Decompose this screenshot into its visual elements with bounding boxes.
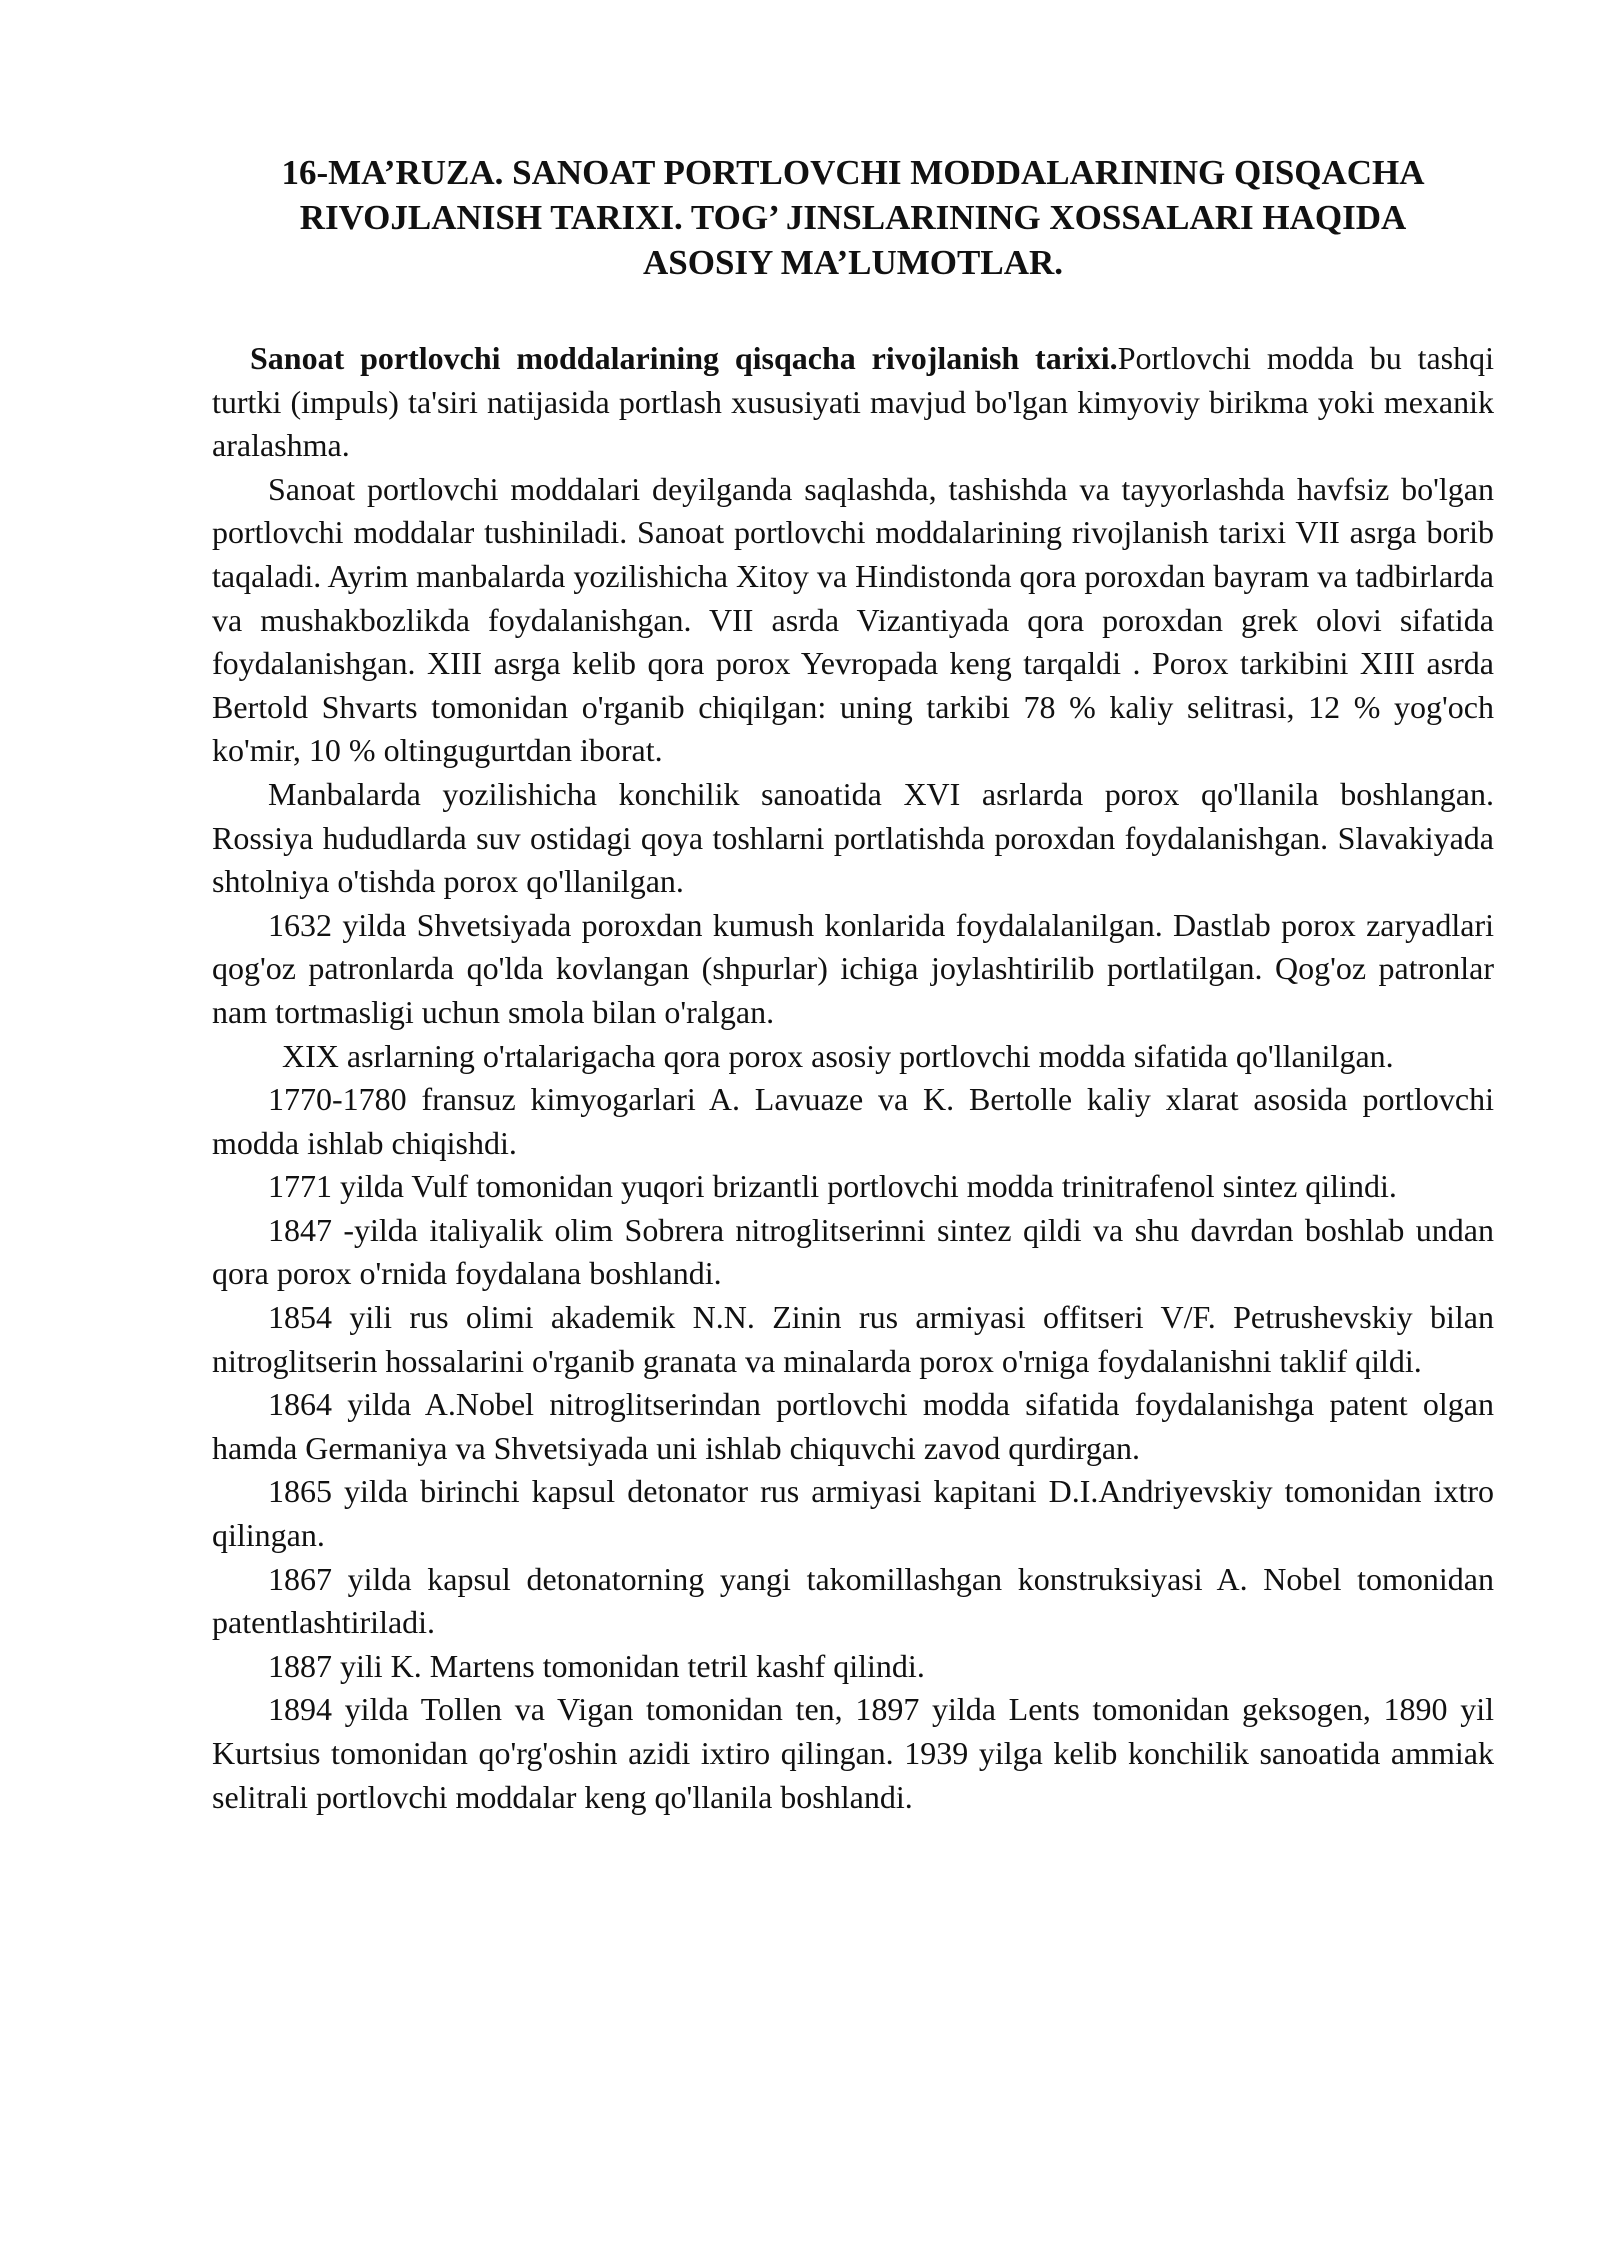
body-paragraph: Sanoat portlovchi moddalari deyilganda saqlashda, tashishda va tayyorlashda havfsiz bo'lgan portlovchi moddalar tushiniladi. Sanoat portlovchi moddalarining rivojlanish tarixi VII asrga borib taqaladi. Ayrim manbalarda yozilishicha Xitoy va Hindistonda qora poroxdan bayram va tadbirlarda va mushakbozlikda foydalanishgan. VII asrda Vizantiyada qora poroxdan grek olovi sifatida foydalanishgan. XIII asrga kelib qora porox Yevropada keng tarqaldi . Porox tarkibini XIII asrda Bertold Shvarts tomonidan o'rganib chiqilgan: uning tarkibi 78 % kaliy selitrasi, 12 % yog'och ko'mir, 10 % oltingugurtdan iborat. [212,470,1494,769]
body-paragraph: 1867 yilda kapsul detonatorning yangi takomillashgan konstruksiyasi A. Nobel tomonidan patentlashtiriladi. [212,1560,1494,1641]
document-page [212,150,1494,1819]
body-paragraph: Manbalarda yozilishicha konchilik sanoatida XVI asrlarda porox qo'llanila boshlangan. Rossiya hududlarda suv ostidagi qoya toshlarni portlatishda poroxdan foydalanishgan. Slavakiyada shtolniya o'tishda porox qo'llanilgan. [212,775,1494,900]
title-line: 16-MA’RUZA. SANOAT PORTLOVCHI MODDALARINING QISQACHA [281,153,1425,192]
body-paragraph: 1632 yilda Shvetsiyada poroxdan kumush konlarida foydalalanilgan. Dastlab porox zaryadlari qog'oz patronlarda qo'lda kovlangan (shpurlar) ichiga joylashtirilib portlatilgan. Qog'oz patronlar nam tortmasligi uchun smola bilan o'ralgan. [212,906,1494,1030]
title-line: RIVOJLANISH TARIXI. TOG’ JINSLARINING XOSSALARI HAQIDA [299,198,1407,237]
body-paragraph: XIX asrlarning o'rtalarigacha qora porox asosiy portlovchi modda sifatida qo'llanilgan. [282,1037,1394,1074]
body-paragraph: 1771 yilda Vulf tomonidan yuqori brizantli portlovchi modda trinitrafenol sintez qilindi. [268,1168,1397,1205]
body-paragraph: 1854 yili rus olimi akademik N.N. Zinin rus armiyasi offitseri V/F. Petrushevskiy bilan nitroglitserin hossalarini o'rganib granata va minalarda porox o'rniga foydalanishni taklif qildi. [212,1299,1494,1379]
intro-text: Portlovchi modda bu tashqi turtki (impuls) ta'siri natijasida portlash xususiyati mavjud bo'lgan kimyoviy birikma yoki mexanik aralashma. [212,340,1495,464]
body-paragraph: 1847 -yilda italiyalik olim Sobrera nitroglitserinni sintez qildi va shu davrdan boshlab undan qora porox o'rnida foydalana boshlandi. [212,1211,1494,1292]
document-title [212,150,1494,285]
body-paragraph: 1864 yilda A.Nobel nitroglitserindan portlovchi modda sifatida foydalanishga patent olgan hamda Germaniya va Shvetsiyada uni ishlab chiquvchi zavod qurdirgan. [212,1386,1494,1466]
intro-paragraph [212,337,1494,468]
section-heading: Sanoat portlovchi moddalarining qisqacha rivojlanish tarixi. [250,340,1118,376]
body-paragraph: 1887 yili K. Martens tomonidan tetril kashf qilindi. [268,1647,925,1684]
body-paragraph: 1894 yilda Tollen va Vigan tomonidan ten, 1897 yilda Lents tomonidan geksogen, 1890 yil Kurtsius tomonidan qo'rg'oshin azidi ixtiro qilingan. 1939 yilga kelib konchilik sanoatida ammiak selitrali portlovchi moddalar keng qo'llanila boshlandi. [212,1691,1494,1815]
body-paragraph: 1865 yilda birinchi kapsul detonator rus armiyasi kapitani D.I.Andriyevskiy tomonidan ixtro qilingan. [212,1473,1494,1554]
title-line: ASOSIY MA’LUMOTLAR. [642,243,1064,282]
body-paragraph: 1770-1780 fransuz kimyogarlari A. Lavuaze va K. Bertolle kaliy xlarat asosida portlovchi modda ishlab chiqishdi. [212,1081,1494,1161]
